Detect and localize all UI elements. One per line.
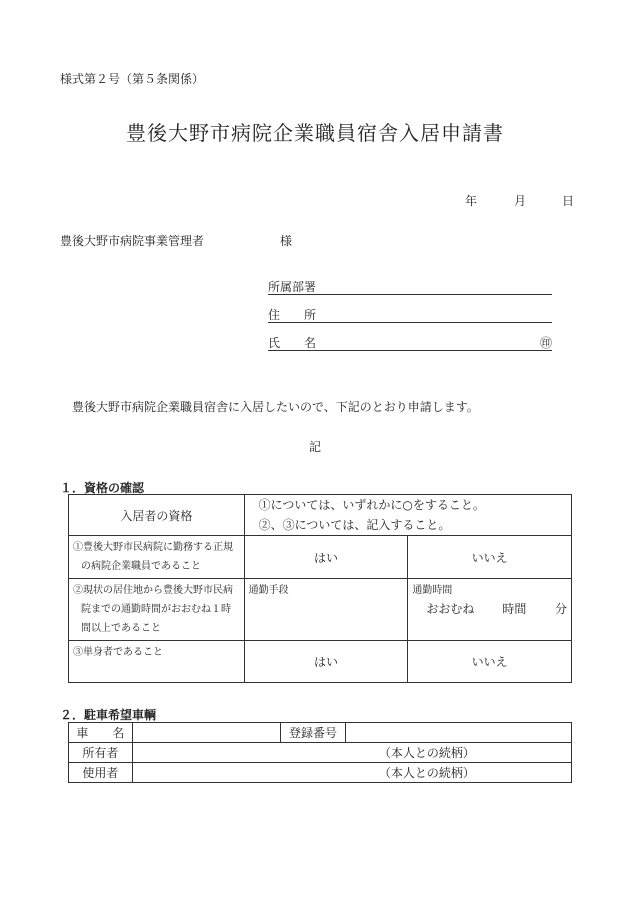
row3-label: ③単身者であること	[69, 641, 245, 683]
note-line-2: ②、③については、記入すること。	[258, 518, 451, 532]
commute-minutes-label: 分	[554, 602, 567, 616]
section2-heading: ２．駐車希望車輌	[60, 708, 157, 722]
application-statement: 豊後大野市病院企業職員宿舎に入居したいので、下記のとおり申請します。	[72, 400, 479, 414]
registration-label: 登録番号	[280, 723, 346, 743]
document-title: 豊後大野市病院企業職員宿舎入居申請書	[126, 121, 504, 145]
form-number: 様式第２号（第５条関係）	[60, 72, 205, 86]
parking-table	[68, 722, 572, 783]
section1-heading: １．資格の確認	[60, 481, 145, 495]
department-label: 所属部署	[268, 280, 317, 294]
row1-label	[69, 536, 245, 579]
registration-field[interactable]	[346, 723, 572, 743]
addressee: 豊後大野市病院事業管理者	[60, 234, 205, 248]
row1-no-option[interactable]: いいえ	[408, 536, 572, 579]
row2-label-line-1: ②現状の居住地から豊後大野市民病	[73, 585, 233, 596]
commute-hours-label: 時間	[502, 602, 527, 616]
date-month-label: 月	[514, 194, 527, 208]
ki-heading: 記	[308, 440, 321, 454]
qualification-table	[68, 494, 572, 683]
row2-label-line-3: 間以上であること	[81, 623, 161, 634]
department-field[interactable]	[268, 278, 552, 295]
row1-label-line-1: ①豊後大野市民病院に勤務する正規	[73, 542, 233, 553]
commute-means-cell[interactable]	[244, 579, 408, 641]
date-day-label: 日	[562, 194, 575, 208]
row1-label-line-2: の病院企業職員であること	[81, 561, 201, 572]
user-relation-label: （本人との続柄）	[378, 766, 475, 780]
row3-yes-option[interactable]: はい	[244, 641, 408, 683]
name-label: 氏 名	[268, 336, 317, 350]
owner-label: 所有者	[69, 743, 133, 763]
commute-means-label: 通勤手段	[248, 585, 289, 596]
row1-yes-option[interactable]: はい	[244, 536, 408, 579]
car-name-label: 車 名	[69, 723, 133, 743]
owner-relation-label: （本人との続柄）	[378, 746, 475, 760]
row3-no-option[interactable]: いいえ	[408, 641, 572, 683]
address-field[interactable]	[268, 306, 552, 323]
note-line-1: ①については、いずれかに○をすること。	[258, 498, 485, 512]
qualification-header: 入居者の資格	[69, 495, 245, 536]
car-name-field[interactable]	[132, 723, 280, 743]
owner-field[interactable]	[132, 743, 571, 763]
commute-approx-label: おおむね	[426, 602, 475, 616]
user-label: 使用者	[69, 763, 133, 783]
address-label: 住 所	[268, 308, 317, 322]
honorific: 様	[280, 234, 293, 248]
name-field[interactable]	[268, 334, 552, 351]
commute-time-label: 通勤時間	[412, 585, 453, 596]
qualification-note	[244, 495, 571, 536]
seal-mark: ㊞	[539, 336, 552, 350]
row2-label-line-2: 院までの通勤時間がおおむね１時	[81, 604, 231, 615]
row2-label	[69, 579, 245, 641]
commute-time-cell[interactable]	[408, 579, 572, 641]
date-year-label: 年	[465, 194, 478, 208]
user-field[interactable]	[132, 763, 571, 783]
